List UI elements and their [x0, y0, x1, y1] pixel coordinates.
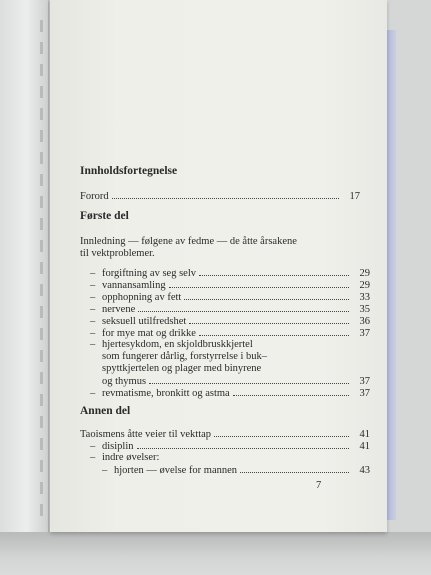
part1-intro-line1: Innledning — følgene av fedme — de åtte årsakene [80, 236, 297, 247]
toc-entry-disiplin [90, 440, 370, 452]
toc-title: Innholdsfortegnelse [80, 165, 178, 177]
entry-page: 43 [359, 465, 370, 476]
toc-entry [90, 291, 370, 303]
book-page [50, 0, 387, 532]
entry-title: hjorten — øvelse for mannen [114, 465, 238, 476]
toc-entry-forord [80, 190, 360, 202]
entry-title: nervene [102, 304, 136, 315]
entry-dash: – [90, 268, 96, 279]
leader-dots [149, 375, 349, 384]
leader-dots [112, 190, 339, 199]
entry-title: seksuell utilfredshet [102, 316, 187, 327]
part1-heading: Første del [80, 210, 129, 222]
toc-entry [90, 279, 370, 291]
leader-dots [233, 387, 349, 396]
toc-entry-taoisme [80, 428, 370, 440]
entry-page: 35 [359, 304, 370, 315]
multi-entry-line1: hjertesykdom, en skjoldbruskkjertel [102, 339, 253, 350]
entry-dash: – [90, 441, 96, 452]
toc-entry-hjorten [102, 464, 370, 476]
entry-dash: – [90, 452, 96, 463]
entry-dash: – [90, 388, 96, 399]
toc-entry [90, 387, 370, 399]
leader-dots [199, 327, 349, 336]
toc-entry [90, 267, 370, 279]
toc-entry [90, 315, 370, 327]
entry-page: 41 [359, 429, 370, 440]
entry-page: 29 [359, 280, 370, 291]
entry-dash: – [90, 328, 96, 339]
leader-dots [184, 291, 349, 300]
entry-dash: – [90, 280, 96, 291]
entry-title: for mye mat og drikke [102, 328, 196, 339]
entry-page: 41 [359, 441, 370, 452]
leader-dots [189, 315, 349, 324]
entry-page: 36 [359, 316, 370, 327]
entry-page: 37 [359, 388, 370, 399]
toc-entry [90, 327, 370, 339]
entry-page: 17 [349, 191, 360, 202]
part2-heading: Annen del [80, 405, 131, 417]
leader-dots [214, 428, 349, 437]
multi-entry-line2: som fungerer dårlig, forstyrrelse i buk– [102, 351, 268, 362]
entry-dash: – [90, 304, 96, 315]
entry-page: 33 [359, 292, 370, 303]
leader-dots [199, 267, 349, 276]
entry-title: Taoismens åtte veier til vekttap [80, 429, 212, 440]
leader-dots [137, 440, 349, 449]
entry-dash: – [102, 465, 108, 476]
entry-title: revmatisme, bronkitt og astma [102, 388, 230, 399]
entry-title: forgiftning av seg selv [102, 268, 196, 279]
entry-title: og thymus [102, 376, 147, 387]
entry-title: Forord [80, 191, 109, 202]
leader-dots [240, 464, 349, 473]
entry-page: 37 [359, 328, 370, 339]
entry-dash: – [90, 316, 96, 327]
leader-dots [169, 279, 349, 288]
entry-title: opphopning av fett [102, 292, 182, 303]
entry-title: vannansamling [102, 280, 166, 291]
multi-entry-line3: spyttkjertelen og plager med binyrene [102, 363, 262, 374]
part1-intro-line2: til vektproblemer. [80, 248, 155, 259]
entry-title: disiplin [102, 441, 134, 452]
entry-dash: – [90, 292, 96, 303]
toc-entry [90, 303, 370, 315]
page-number: 7 [316, 480, 322, 491]
entry-page: 29 [359, 268, 370, 279]
entry-page: 37 [359, 376, 370, 387]
cover-edge [386, 30, 396, 520]
table-surface [0, 532, 431, 575]
binding-stitch [40, 20, 43, 520]
entry-dash: – [90, 339, 96, 350]
multi-entry-line4 [102, 375, 370, 387]
indre-ovelser: indre øvelser: [102, 452, 160, 463]
leader-dots [138, 303, 349, 312]
